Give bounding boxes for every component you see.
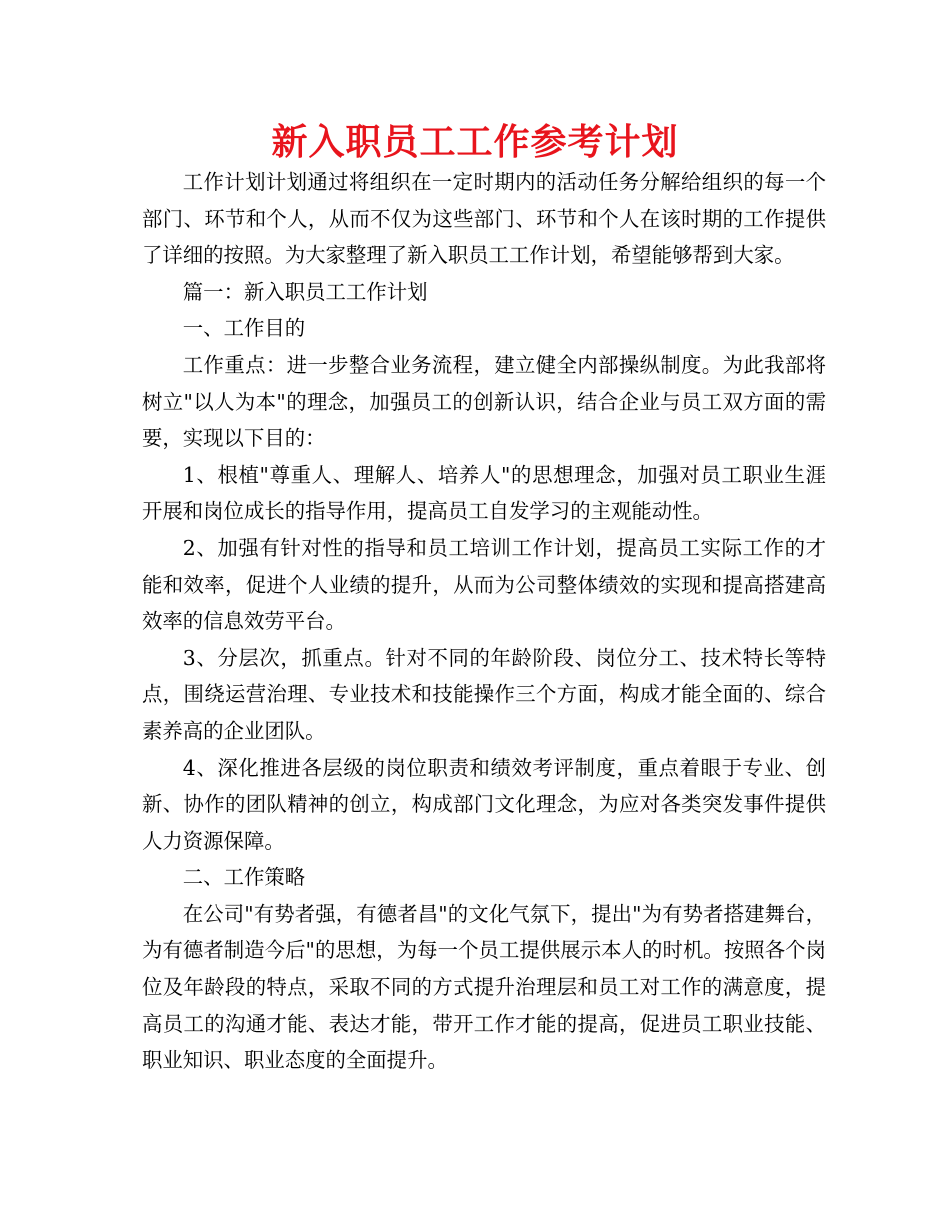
section-heading-work-purpose: 一、工作目的 [182,316,306,341]
document-body [142,164,826,1079]
paragraph-strategy: 在公司"有势者强，有德者昌"的文化气氛下，提出"为有势者搭建舞台，为有德者制造今后"的思想，为每一个员工提供展示本人的时机。按照各个岗位及年龄段的特点，采取不同的方式提升治理层和员工对工作的满意度，提高员工的沟通才能、表达才能，带开工作才能的提高，促进员工职业技能、职业知识、职业态度的全面提升。 [142,901,826,1073]
list-item-3: 3、分层次，抓重点。针对不同的年龄阶段、岗位分工、技术特长等特点，围绕运营治理、专业技术和技能操作三个方面，构成才能全面的、综合素养高的企业团队。 [142,645,826,743]
paragraph-work-focus: 工作重点：进一步整合业务流程，建立健全内部操纵制度。为此我部将树立"以人为本"的理念，加强员工的创新认识，结合企业与员工双方面的需要，实现以下目的： [142,352,826,451]
list-item-2: 2、加强有针对性的指导和员工培训工作计划，提高员工实际工作的才能和效率，促进个人业绩的提升，从而为公司整体绩效的实现和提高搭建高效率的信息效劳平台。 [142,535,826,634]
intro-paragraph: 工作计划计划通过将组织在一定时期内的活动任务分解给组织的每一个部门、环节和个人，从而不仅为这些部门、环节和个人在该时期的工作提供了详细的按照。为大家整理了新入职员工工作计划，希望能够帮到大家。 [142,170,826,268]
section-heading-part-one: 篇一：新入职员工工作计划 [182,279,428,304]
list-item-1: 1、根植"尊重人、理解人、培养人"的思想理念，加强对员工职业生涯开展和岗位成长的指导作用，提高员工自发学习的主观能动性。 [142,462,826,524]
list-item-4: 4、深化推进各层级的岗位职责和绩效考评制度，重点着眼于专业、创新、协作的团队精神的创立，构成部门文化理念，为应对各类突发事件提供人力资源保障。 [142,755,826,853]
section-heading-work-strategy: 二、工作策略 [182,865,306,890]
document-title: 新入职员工工作参考计划 [271,122,679,163]
